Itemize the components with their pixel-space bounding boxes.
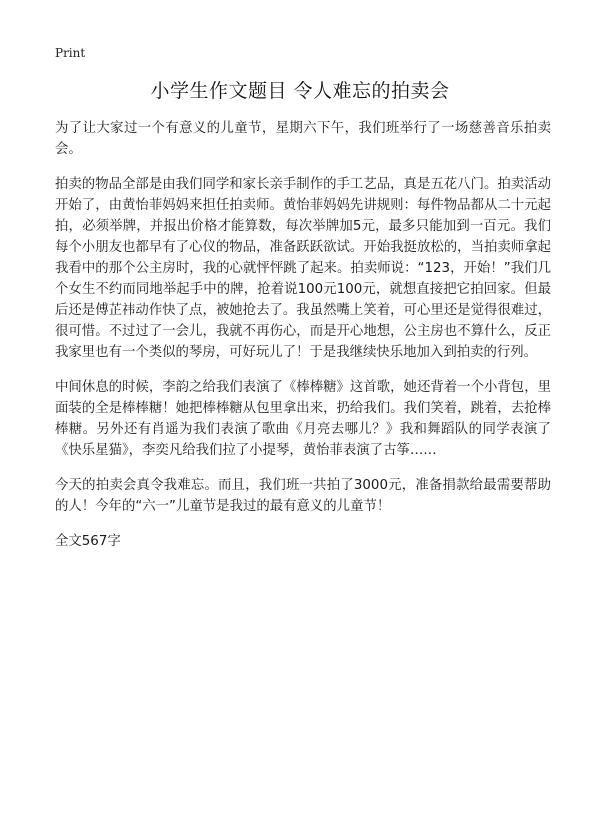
paragraph-auction: 拍卖的物品全部是由我们同学和家长亲手制作的手工艺品，真是五花八门。拍卖活动开始了，由黄怡菲妈妈来担任拍卖师。黄怡菲妈妈先讲规则：每件物品都从二十元起拍，必须举牌，并报出价格才能算数，每次举牌加5元，最多只能加到一百元。我们每个小朋友也都早有了心仪的物品，准备跃跃欲试。开始我挺放松的，当拍卖师拿起我看中的那个公主房时，我的心就怦怦跳了起来。拍卖师说：“123，开始！”我们几个女生不约而同地举起手中的牌，抢着说100元100元，就想直接把它拍回家。但最后还是傅芷祎动作快了点，被她抢去了。我虽然嘴上笑着，可心里还是觉得很难过，很可惜。不过过了一会儿，我就不再伤心，而是开心地想，公主房也不算什么，反正我家里也有一个类似的琴房，可好玩儿了！于是我继续快乐地加入到拍卖的行列。 (55, 177, 551, 360)
paragraph-break-performances: 中间休息的时候，李韵之给我们表演了《棒棒糖》这首歌，她还背着一个小背包，里面装的全是棒棒糖！她把棒棒糖从包里拿出来，扔给我们。我们笑着，跳着，去抢棒棒糖。另外还有肖遥为我们表演了歌曲《月亮去哪儿？》我和舞蹈队的同学表演了《快乐星猫》，李奕凡给我们拉了小提琴，黄怡菲表演了古筝…… (55, 380, 551, 458)
article-body (55, 118, 551, 552)
print-link[interactable]: Print (55, 46, 86, 60)
paragraph-conclusion: 今天的拍卖会真令我难忘。而且，我们班一共拍了3000元，准备捐款给最需要帮助的人！今年的“六一”儿童节是我过的最有意义的儿童节！ (55, 478, 551, 514)
paragraph-intro: 为了让大家过一个有意义的儿童节，星期六下午，我们班举行了一场慈善音乐拍卖会。 (55, 121, 551, 157)
article-title: 小学生作文题目 令人难忘的拍卖会 (150, 80, 450, 102)
word-count: 全文567字 (55, 534, 121, 549)
